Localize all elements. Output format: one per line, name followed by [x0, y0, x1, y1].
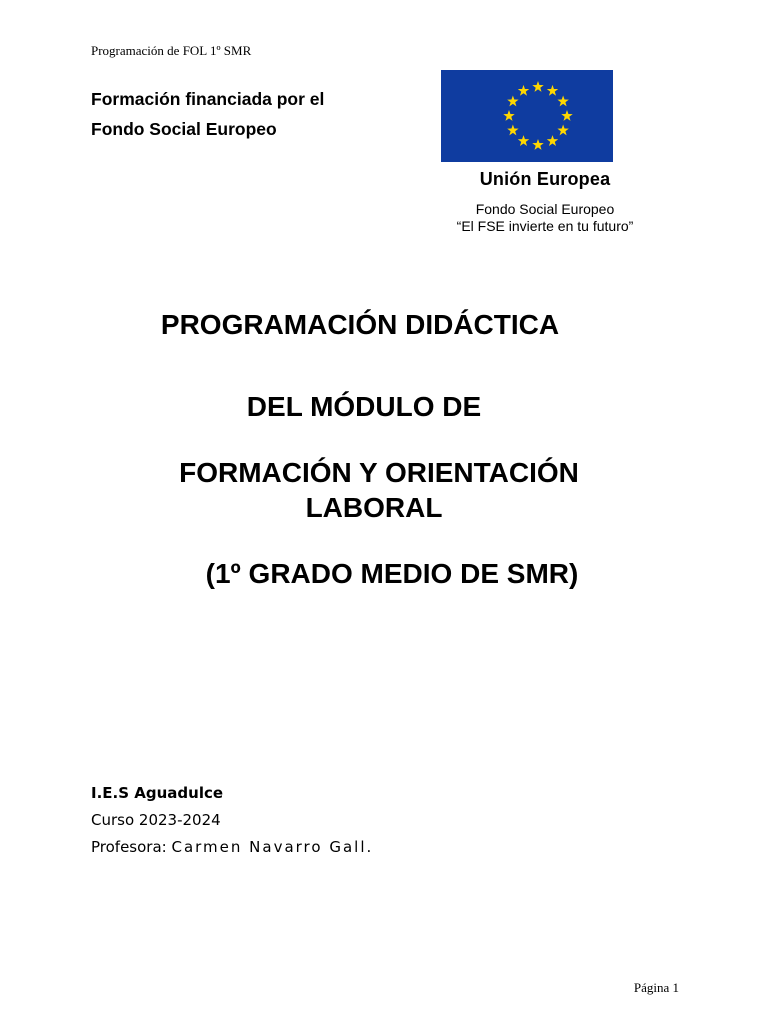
eu-star-icon: [518, 135, 529, 146]
eu-motto: “El FSE invierte en tu futuro”: [456, 218, 634, 234]
page-number: Página 1: [633, 980, 679, 995]
document-title-line-5: (1º GRADO MEDIO DE SMR): [205, 558, 579, 589]
eu-star-icon: [507, 96, 518, 107]
eu-name: Unión Europea: [479, 169, 611, 189]
document-title-line-2: DEL MÓDULO DE: [246, 391, 482, 422]
funding-line-1: Formación financiada por el: [91, 89, 325, 109]
eu-star-icon: [507, 125, 518, 136]
eu-star-icon: [518, 85, 529, 96]
eu-star-icon: [561, 110, 572, 121]
teacher-name: Carmen Navarro Gall.: [171, 838, 374, 856]
document-title-line-3: FORMACIÓN Y ORIENTACIÓN: [179, 457, 579, 488]
teacher-line: [91, 838, 373, 856]
eu-star-icon: [547, 135, 558, 146]
eu-star-icon: [532, 81, 543, 92]
eu-logo: [430, 68, 660, 238]
teacher-label: Profesora:: [91, 838, 172, 856]
document-title-line-1: PROGRAMACIÓN DIDÁCTICA: [160, 309, 560, 340]
funding-statement: [91, 84, 324, 144]
eu-star-icon: [503, 110, 514, 121]
document-info: [91, 784, 373, 856]
course-year: Curso 2023-2024: [91, 811, 221, 829]
eu-star-icon: [532, 139, 543, 150]
eu-flag-icon: [441, 70, 613, 162]
eu-star-icon: [547, 85, 558, 96]
funding-line-2: Fondo Social Europeo: [91, 119, 277, 139]
eu-star-icon: [557, 96, 568, 107]
document-title-line-4: LABORAL: [305, 492, 443, 523]
eu-fund-name: Fondo Social Europeo: [475, 201, 615, 217]
running-header: Programación de FOL 1º SMR: [91, 43, 252, 58]
eu-star-icon: [557, 125, 568, 136]
school-name: I.E.S Aguadulce: [91, 784, 224, 802]
